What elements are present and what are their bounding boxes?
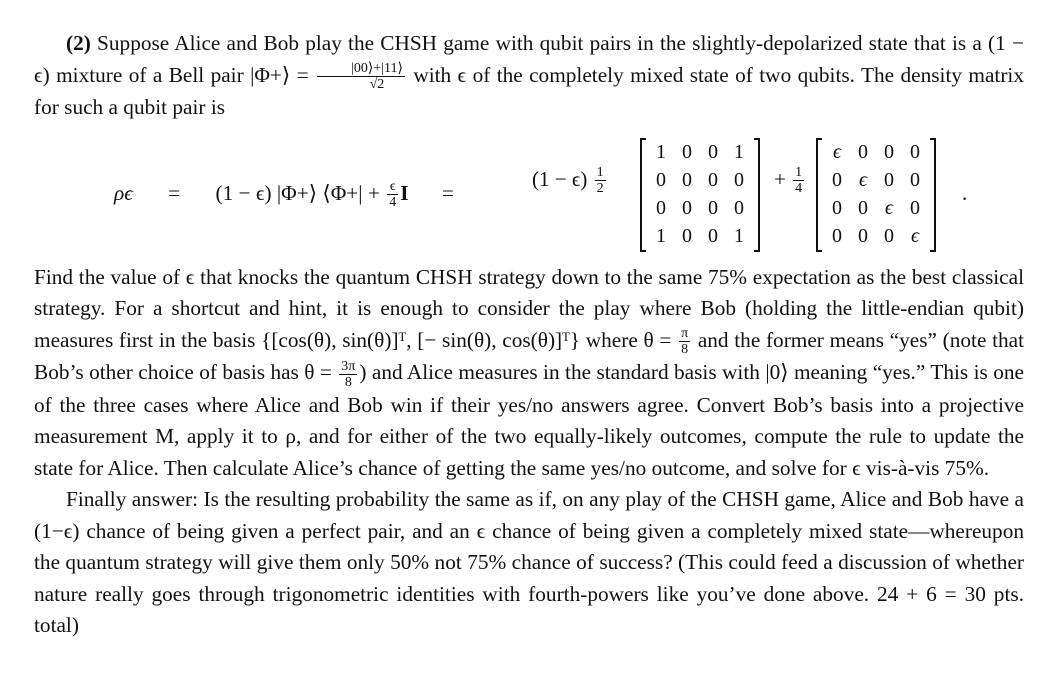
matrix-cell: 0 (734, 196, 744, 219)
final-question-paragraph (34, 484, 1024, 642)
matrix-cell: 0 (884, 168, 894, 191)
quarter-fraction (793, 165, 804, 196)
mixed-matrix-table (824, 138, 928, 250)
matrix-row (824, 166, 928, 194)
plus-sign: + (774, 166, 786, 191)
matrix-cell: ϵ (910, 224, 920, 247)
problem-document (34, 28, 1024, 642)
matrix-cell: 0 (682, 168, 692, 191)
matrix-cell: 0 (708, 140, 718, 163)
matrix-cell: 1 (734, 140, 744, 163)
matrix-cell: 0 (734, 168, 744, 191)
matrix-cell: 0 (708, 168, 718, 191)
bell-matrix-table (648, 138, 752, 250)
matrix-cell: 0 (858, 224, 868, 247)
matrix-cell: ϵ (858, 168, 868, 191)
matrix-cell: 0 (910, 196, 920, 219)
quarter-den: 4 (795, 181, 803, 197)
problem-intro (34, 28, 1024, 124)
intro-text-b: with ϵ of the completely mixed state of two qubits. The density matrix for such a qubit pair is (34, 62, 1024, 120)
matrix-cell: 0 (884, 224, 894, 247)
density-matrix-equation (34, 138, 1024, 256)
bell-denominator: √2 (369, 77, 385, 93)
half-num: 1 (596, 165, 604, 181)
identity-symbol: I (400, 180, 409, 205)
matrix-row (824, 138, 928, 166)
matrix-row (648, 222, 752, 250)
half-den: 2 (596, 181, 604, 197)
rho-epsilon: ρϵ (114, 180, 133, 205)
instructions-text-c: ) and Alice measures in the standard basis with |0⟩ meaning “yes.” This is one of the three cases where Alice and Bob win if their yes/no answers agree. Convert Bob’s basis into a projective measurement M, apply it to ρ, and for either of the two equally-likely outcomes, compute the rule to update the state for Alice. Then calculate Alice’s chance of getting the same yes/no outcome, and solve for ϵ vis-à-vis 75%. (34, 360, 1024, 480)
theta1-den: 8 (681, 342, 689, 358)
matrix2-coefficient (774, 164, 806, 197)
matrix-cell: 1 (734, 224, 744, 247)
matrix-cell: 0 (832, 224, 842, 247)
matrix1-coefficient (532, 164, 608, 197)
matrix-cell: 0 (682, 140, 692, 163)
quarter-num: 1 (795, 165, 803, 181)
coef1-prefix: (1 − ϵ) (532, 166, 588, 191)
matrix-cell: 0 (910, 168, 920, 191)
theta1-num: π (681, 326, 689, 342)
equation-lhs (114, 178, 482, 211)
matrix-cell: 0 (832, 196, 842, 219)
matrix-cell: 0 (682, 224, 692, 247)
matrix-cell: 0 (858, 140, 868, 163)
instructions-text-b: and the former means “yes” (note that Bob’s other choice of basis has θ = (34, 327, 1025, 385)
theta2-fraction (339, 359, 357, 390)
matrix-row (824, 222, 928, 250)
theta2-den: 8 (344, 374, 352, 390)
matrix-cell: 0 (656, 168, 666, 191)
mixed-matrix (816, 138, 936, 250)
matrix-cell: ϵ (832, 140, 842, 163)
bell-numerator: |00⟩+|11⟩ (317, 61, 405, 77)
final-question-text: Finally answer: Is the resulting probability the same as if, on any play of the CHSH game, Alice and Bob have a (1−ϵ) chance of being given a perfect pair, and an ϵ chance of being given a completely mixed state—whereupon the quantum strategy will give them only 50% not 75% chance of success? (This could feed a discussion of whether nature really goes through trigonometric identities with fourth-powers like you’ve done above. 24 + 6 = 30 pts. total) (34, 487, 1024, 638)
matrix-cell: 0 (832, 168, 842, 191)
epsilon-over-four (387, 179, 398, 210)
eps-den: 4 (389, 195, 397, 211)
instructions-paragraph (34, 262, 1024, 485)
matrix-cell: 0 (656, 196, 666, 219)
matrix-row (648, 138, 752, 166)
equals-sign-1: = (168, 180, 181, 205)
mixture-expression: (1 − ϵ) |Φ+⟩ ⟨Φ+| + (215, 180, 380, 205)
matrix-cell: 0 (708, 196, 718, 219)
matrix-row (648, 194, 752, 222)
matrix-cell: 0 (708, 224, 718, 247)
intro-text-a: Suppose Alice and Bob play the CHSH game with qubit pairs in the slightly-depolarized state that is a (1 − ϵ) mixture of a Bell pair |Φ+⟩ = (34, 31, 1025, 87)
matrix-cell: 0 (858, 196, 868, 219)
matrix-cell: 0 (682, 196, 692, 219)
equals-sign-2: = (441, 180, 454, 205)
theta2-num: 3π (341, 358, 356, 374)
matrix-cell: 1 (656, 224, 666, 247)
problem-label: (2) (66, 31, 91, 55)
instructions-text-a: Find the value of ϵ that knocks the quantum CHSH strategy down to the same 75% expectation as the best classical strategy. For a shortcut and hint, it is enough to consider the play where Bob (holding the little-endian qubit) measures first in the basis {[cos(θ), sin(θ)]ᵀ, [− sin(θ), cos(θ)]ᵀ} where θ = (34, 264, 1024, 352)
matrix-cell: 0 (884, 140, 894, 163)
theta1-fraction (679, 326, 690, 357)
matrix-cell: 0 (910, 140, 920, 163)
matrix-cell: ϵ (884, 196, 894, 219)
bell-matrix (640, 138, 760, 250)
matrix-cell: 1 (656, 140, 666, 163)
equation-period: . (962, 180, 968, 205)
matrix-row (824, 194, 928, 222)
matrix-row (648, 166, 752, 194)
eps-num: ϵ (387, 179, 398, 195)
bell-fraction (317, 61, 405, 92)
half-fraction (595, 165, 606, 196)
